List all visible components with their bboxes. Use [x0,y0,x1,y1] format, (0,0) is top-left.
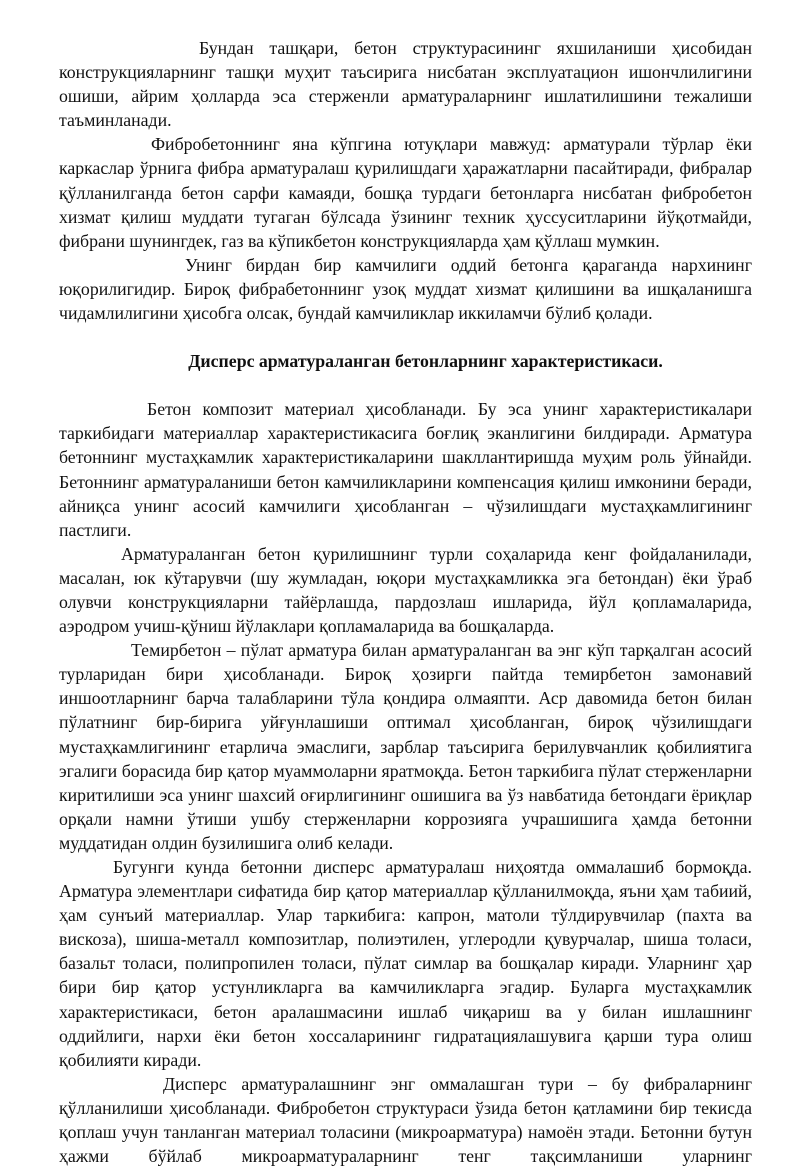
document-page [59,36,752,1168]
spacer [59,325,752,349]
paragraph-fibers: Дисперс арматуралашнинг энг оммалашган тури – бу фибраларнинг қўлланилиши ҳисобланади. Фибробетон структураси ўзида бетон қатламини бир текисда қоплаш учун танланган материал толасини (микроарматура) намоён этади. Бетонни бутун ҳажми бўйлаб микроарматураларнинг тенг тақсимланиши уларнинг [59,1073,752,1167]
paragraph-dispersed-reinforcement: Бугунги кунда бетонни дисперс арматуралаш ниҳоятда оммалашиб бормоқда. Арматура элементлари сифатида бир қатор материаллар қўлланилмоқда, яъни ҳам табиий, ҳам сунъий материаллар. Улар таркибига: капрон, матоли тўлдирувчилар (пахта ва вискоза), шиша-металл композитлар, полиэтилен, углеродли қувурчалар, шиша толаси, базальт толаси, полипропилен толаси, пўлат симлар ва бошқалар киради. Уларнинг ҳар бири бир қатор устунликларга ва камчиликларга эгадир. Буларга мустаҳкамлик характеристикаси, бетон аралашмасини ишлаб чиқариш ва у билан ишлашнинг оддийлиги, нархи ёки бетон хоссаларининг гидратациялашувига қарши тура олиш қобилияти киради. [59,857,752,1070]
paragraph-drawback: Унинг бирдан бир камчилиги оддий бетонга қараганда нархининг юқорилигидир. Бироқ фибрабетоннинг узоқ муддат хизмат қилишини ва ишқаланишга чидамлилигини ҳисобга олсак, бундай камчиликлар иккиламчи бўлиб қолади. [59,254,752,324]
paragraph-reinforced-concrete: Темирбетон – пўлат арматура билан арматураланган ва энг кўп тарқалган асосий турларидан бири ҳисобланади. Бироқ ҳозирги пайтда темирбетон замонавий иншоотларнинг барча талабларини тўла қондира олмаяпти. Аср давомида бетон билан пўлатнинг бир-бирига уйғунлашиши оптимал ҳисобланган, бироқ чўзилишдаги мустаҳкамлигининг етарлича эмаслиги, зарблар таъсирига берилувчанлик қобилиятига эгалиги борасида бир қатор муаммоларни яратмоқда. Бетон таркибига пўлат стерженларни киритилиши эса унинг шахсий оғирлигининг ошишига ва ўз навбатида бетондаги ёриқлар орқали намни ўтиши ушбу стерженларни коррозияга учрашишига ҳамда бетонни муддатидан олдин бузилишига олиб келади. [59,640,752,853]
spacer [59,373,752,397]
paragraph-composite: Бетон композит материал ҳисобланади. Бу эса унинг характеристикалари таркибидаги материаллар характеристикасига боғлиқ эканлигини билдиради. Арматура бетоннинг мустаҳкамлик характеристикаларини шакллантиришда муҳим роль ўйнайди. Бетоннинг арматураланиши бетон камчиликларини компенсация қилиш имконини беради, айниқса унинг асосий камчилиги ҳисобланган – чўзилишдаги мустаҳкамлигининг пастлиги. [59,399,752,540]
paragraph-applications: Арматураланган бетон қурилишнинг турли соҳаларида кенг фойдаланилади, масалан, юк кўтарувчи (шу жумладан, юқори мустаҳкамликка эга бетондан) ёки ўраб олувчи конструкцияларни тайёрлашда, пардозлаш ишларида, йўл қопламаларида, аэродром учиш-қўниш йўлаклари қопламаларида ва бошқаларда. [59,543,752,637]
section-heading: Дисперс арматураланган бетонларнинг характеристикаси. [188,351,663,372]
paragraph-reliability: Бундан ташқари, бетон структурасининг яхшиланиши ҳисобидан конструкцияларнинг ташқи муҳит таъсирига нисбатан эксплуатацион ишончлилигини ошиши, айрим ҳолларда эса стерженли арматураларнинг ишлатилишини тежалиши таъминланади. [59,38,752,131]
paragraph-advantages: Фибробетоннинг яна кўпгина ютуқлари мавжуд: арматурали тўрлар ёки каркаслар ўрнига фибра арматуралаш қурилишдаги ҳаражатларни пасайтиради, фибралар қўлланилганда бетон сарфи камаяди, бошқа турдаги бетонларга нисбатан фибробетон хизмат қилиш муддати тугаган бўлсада ўзининг техник ҳуссуситларини йўқотмайди, фибрани шунингдек, газ ва кўпикбетон конструкцияларда ҳам қўллаш мумкин. [59,134,752,251]
